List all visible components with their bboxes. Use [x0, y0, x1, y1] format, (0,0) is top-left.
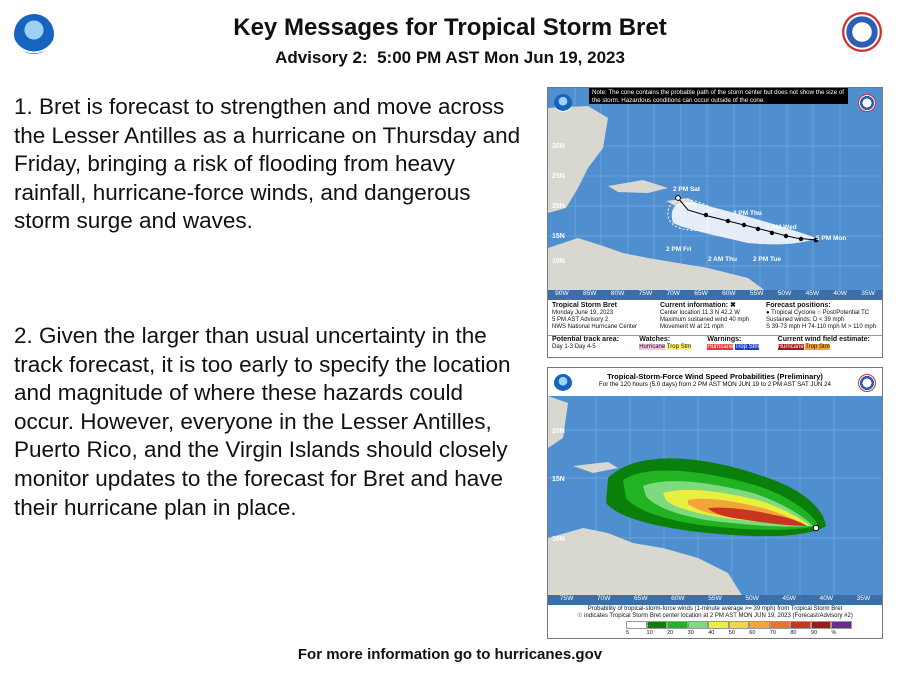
lon-label: 40W — [833, 290, 847, 297]
wind-probability-map — [547, 367, 883, 639]
info-line: Maximum sustained wind 40 mph — [660, 317, 750, 323]
colorbar-swatch — [811, 621, 832, 629]
legend-wind-field: Current wind field estimate: — [777, 336, 870, 343]
info-line: NWS National Hurricane Center — [552, 324, 638, 330]
probability-map-graphic — [548, 368, 882, 605]
lon-label: 60W — [722, 290, 736, 297]
lat-label: 20N — [552, 428, 565, 435]
legend-item: Trop Stm — [666, 344, 692, 350]
colorbar-label: 5 — [626, 630, 630, 636]
colorbar-label: % — [831, 630, 837, 636]
current-info-heading: Current information: ✖ — [660, 302, 736, 309]
lon-axis — [548, 595, 882, 605]
info-line: Movement W at 21 mph — [660, 324, 724, 330]
info-line: Sustained winds: D < 39 mph — [766, 317, 845, 323]
track-map-graphic — [548, 88, 882, 300]
legend-item: Trop Stm — [734, 344, 760, 350]
colorbar-label: 40 — [708, 630, 715, 636]
colorbar-label: 70 — [769, 630, 776, 636]
lon-label: 75W — [559, 595, 574, 602]
colorbar-swatch — [647, 621, 668, 629]
lon-label: 40W — [819, 595, 834, 602]
track-info-panel — [548, 300, 882, 357]
probability-colorbar — [626, 621, 852, 629]
caption-line: ☉ indicates Tropical Storm Bret center location at 2 PM AST MON JUN 19, 2023 (Forecast/Advisory #2) — [577, 613, 853, 619]
colorbar-label: 80 — [790, 630, 797, 636]
legend-item: Hurricane — [777, 344, 804, 350]
colorbar-swatch — [708, 621, 729, 629]
lon-label: 65W — [633, 595, 648, 602]
lon-label: 85W — [582, 290, 597, 297]
lat-label: 15N — [552, 233, 565, 240]
legend-warnings: Warnings: — [707, 336, 742, 343]
track-point-label: 2 PM Sat — [673, 186, 701, 193]
info-line: ● Tropical Cyclone ○ Post/Potential TC — [766, 310, 870, 316]
lon-label: 50W — [745, 595, 759, 602]
colorbar-label: 60 — [749, 630, 756, 636]
colorbar-swatch — [667, 621, 688, 629]
track-point-label: 5 PM Mon — [816, 235, 847, 242]
page-title: Key Messages for Tropical Storm Bret — [233, 14, 667, 41]
track-map-area — [548, 88, 882, 300]
noaa-mini-logo — [554, 94, 572, 112]
track-cone-map — [547, 87, 883, 358]
legend-item: Trop Stm — [805, 344, 830, 350]
colorbar-label: 50 — [728, 630, 735, 636]
cone-disclaimer: Note: The cone contains the probable path of the storm center but does not show the size of the storm. Hazardous conditions can occur outside of the cone. — [589, 88, 848, 104]
lat-label: 10N — [552, 258, 565, 265]
colorbar-label: 30 — [687, 630, 694, 636]
lat-label: 20N — [552, 203, 565, 210]
track-point-label: 2 PM Tue — [753, 256, 782, 263]
colorbar-swatch — [770, 621, 791, 629]
lat-label: 30N — [552, 143, 565, 150]
caption-line: Probability of tropical-storm-force winds (1-minute average >= 39 mph) from Tropical Storm Bret — [587, 606, 843, 612]
probability-map-title: Tropical-Storm-Force Wind Speed Probabilities (Preliminary) — [607, 372, 823, 381]
info-line: 5 PM AST Advisory 2 — [552, 317, 609, 323]
info-line: Monday June 19, 2023 — [552, 310, 614, 316]
lon-label: 55W — [749, 290, 764, 297]
lon-axis — [548, 290, 882, 300]
colorbar-swatch — [790, 621, 811, 629]
lon-label: 45W — [782, 595, 796, 602]
probability-caption — [548, 606, 882, 620]
lon-label: 35W — [861, 290, 875, 297]
legend-item: Day 4-5 — [574, 344, 596, 350]
lon-label: 60W — [671, 595, 685, 602]
colorbar-label: 20 — [667, 630, 674, 636]
colorbar-label: 10 — [646, 630, 653, 636]
lon-label: 80W — [610, 290, 625, 297]
legend-item: Hurricane — [707, 344, 734, 350]
lon-label: 55W — [708, 595, 722, 602]
lat-label: 15N — [552, 476, 565, 483]
lon-label: 65W — [694, 290, 708, 297]
advisory-subtitle: Advisory 2: 5:00 PM AST Mon Jun 19, 2023 — [275, 48, 625, 67]
legend-item: Hurricane — [639, 344, 666, 350]
legend-item: Day 1-3 — [552, 344, 574, 350]
info-line: S 39-73 mph H 74-110 mph M > 110 mph — [766, 324, 877, 330]
colorbar-labels — [626, 630, 852, 637]
probability-map-subtitle: For the 120 hours (5.0 days) from 2 PM AST MON JUN 19 to 2 PM AST SAT JUN 24 — [598, 381, 831, 388]
track-point-label: 2 AM Wed — [766, 224, 797, 231]
footer-link-text: For more information go to hurricanes.gov — [297, 646, 603, 663]
colorbar-swatch — [749, 621, 770, 629]
track-legend — [548, 335, 882, 351]
lon-label: 45W — [805, 290, 820, 297]
probability-map-area — [548, 368, 882, 605]
colorbar-label: 90 — [810, 630, 818, 636]
lon-label: 70W — [666, 290, 680, 297]
key-message-1: 1. Bret is forecast to strengthen and move across the Lesser Antilles as a hurricane on Thursday and Friday, bringing a risk of flooding from heavy rainfall, hurricane-force winds, and dangerous storm surge and waves. — [14, 94, 521, 234]
legend-watches: Watches: — [639, 336, 671, 343]
info-line: Center location 11.3 N 42.2 W — [660, 310, 740, 316]
track-point-label: 2 PM Thu — [733, 210, 762, 217]
lon-label: 90W — [555, 290, 569, 297]
lat-label: 25N — [552, 173, 565, 180]
nws-mini-logo — [858, 94, 876, 112]
track-point-label: 2 AM Thu — [708, 256, 738, 263]
lon-label: 50W — [777, 290, 792, 297]
colorbar-swatch — [831, 621, 852, 629]
lon-label: 75W — [638, 290, 653, 297]
colorbar-swatch — [626, 621, 647, 629]
colorbar-swatch — [688, 621, 709, 629]
storm-name: Tropical Storm Bret — [552, 302, 617, 309]
lon-label: 35W — [856, 595, 871, 602]
track-point-label: 2 PM Fri — [666, 246, 692, 253]
lon-label: 70W — [596, 595, 611, 602]
legend-track-area: Potential track area: — [552, 336, 619, 343]
colorbar-swatch — [729, 621, 750, 629]
lat-label: 10N — [552, 536, 565, 543]
forecast-positions-heading: Forecast positions: — [766, 302, 831, 309]
key-message-2: 2. Given the larger than usual uncertainty in the track forecast, it is too early to specify the location and magnitude of where these hazards could occur. However, everyone in the Lesser Antilles, Puerto Rico, and the Virgin Islands should closely monitor updates to the forecast for Bret and have their hurricane plan in place. — [14, 323, 511, 520]
